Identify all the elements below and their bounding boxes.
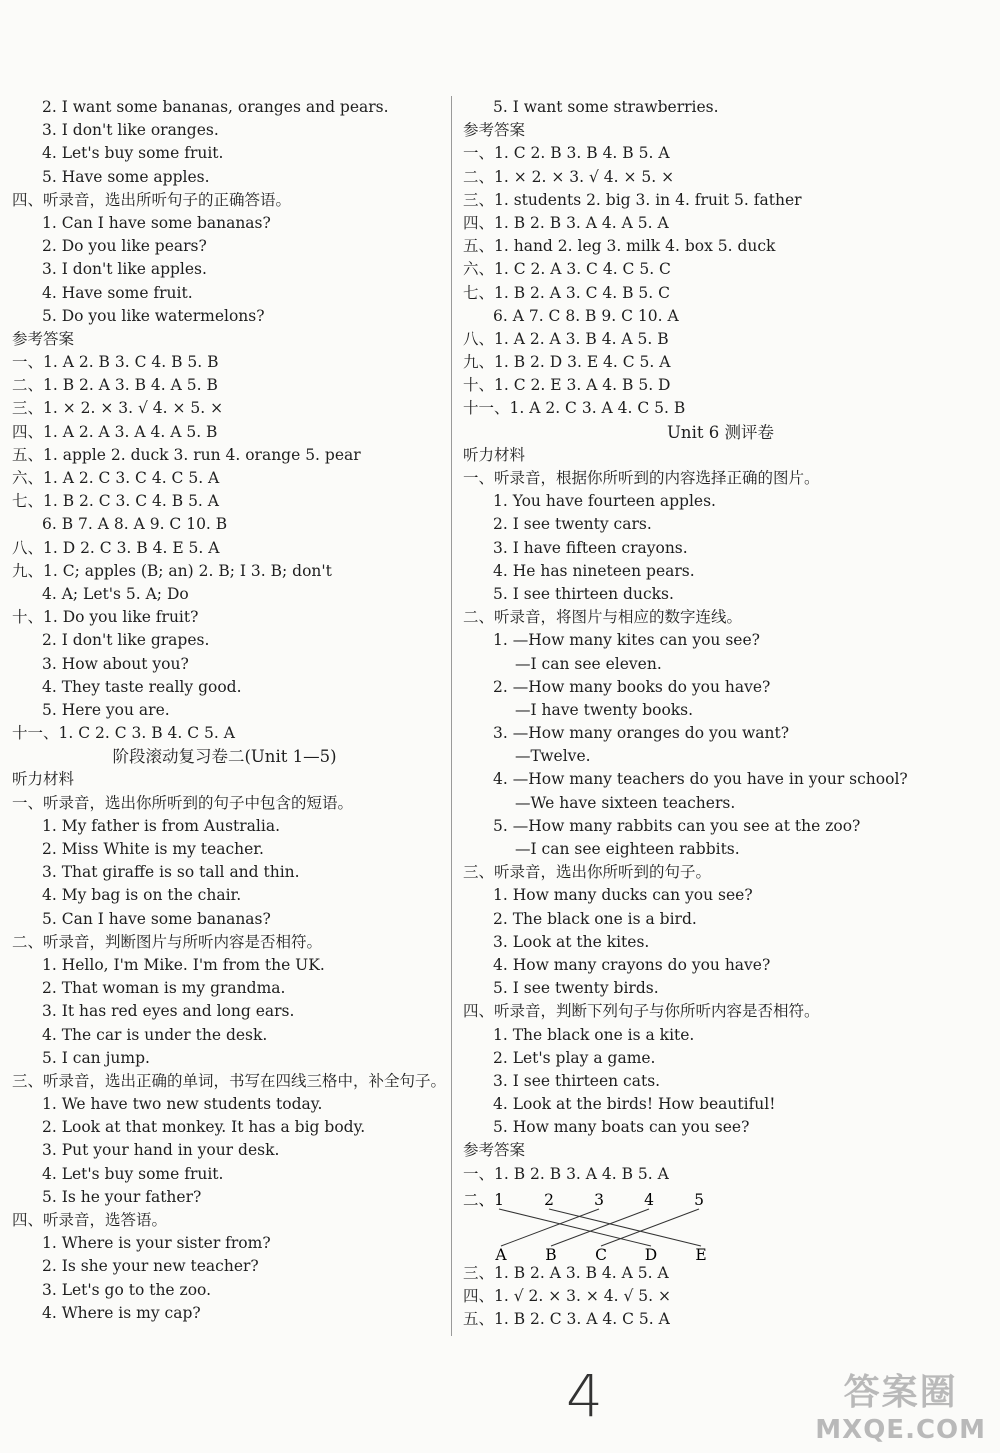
text-line: —Twelve. (515, 747, 591, 766)
text-line: 四、1. √ 2. × 3. × 4. √ 5. × (463, 1287, 672, 1305)
text-line: 3. I see thirteen cats. (493, 1071, 661, 1090)
text-line: 2. That woman is my grandma. (42, 979, 286, 998)
text-line: —We have sixteen teachers. (515, 793, 736, 812)
text-line: 5. I can jump. (42, 1048, 150, 1067)
text-line: 听力材料 (463, 445, 526, 464)
text-line: 三、听录音，选出正确的单词，书写在四线三格中，补全句子。 (12, 1071, 447, 1090)
text-line: 3. That giraffe is so tall and thin. (42, 863, 300, 882)
text-line: 十一、1. C 2. C 3. B 4. C 5. A (12, 724, 235, 743)
text-line: 3. How about you? (42, 654, 189, 673)
match-line (601, 1209, 699, 1246)
left-column (12, 96, 447, 1325)
text-line: 二、1. B 2. A 3. B 4. A 5. B (12, 376, 218, 395)
text-line: 5. —How many rabbits can you see at the zoo? (493, 816, 861, 835)
text-line: 2. Is she your new teacher? (42, 1257, 259, 1276)
text-line: 三、听录音，选出你所听到的句子。 (463, 863, 712, 882)
text-line: 一、1. C 2. B 3. B 4. B 5. A (463, 144, 670, 163)
text-line: 4. He has nineteen pears. (493, 561, 695, 580)
text-line: 5. Do you like watermelons? (42, 306, 265, 325)
text-line: 2. The black one is a bird. (493, 909, 697, 928)
text-line: 6. A 7. C 8. B 9. C 10. A (493, 306, 679, 325)
text-line: 5. Can I have some bananas? (42, 909, 271, 928)
text-line: 四、1. A 2. A 3. A 4. A 5. B (12, 422, 218, 441)
text-line: 4. —How many teachers do you have in your school? (493, 770, 908, 789)
text-line: 2. Look at that monkey. It has a big body. (42, 1118, 366, 1137)
text-line: 1. Where is your sister from? (42, 1234, 271, 1253)
text-line: 2. Let's play a game. (493, 1048, 656, 1067)
matching-diagram (463, 1186, 763, 1262)
match-number: 5 (694, 1190, 704, 1209)
match-number: 3 (594, 1190, 604, 1209)
text-line: —I have twenty books. (515, 700, 694, 719)
watermark-text: 答案圈 (843, 1372, 958, 1413)
text-line: 十一、1. A 2. C 3. A 4. C 5. B (463, 399, 686, 418)
match-letter: C (595, 1245, 607, 1262)
text-line: —I can see eleven. (515, 654, 662, 673)
text-line: 参考答案 (463, 121, 526, 140)
match-letter: D (644, 1245, 658, 1262)
match-number: 4 (644, 1190, 654, 1209)
text-line: 4. Where is my cap? (42, 1303, 201, 1322)
text-line: 4. The car is under the desk. (42, 1025, 268, 1044)
text-line: 4. Have some fruit. (42, 283, 193, 302)
matching-lines (463, 1186, 763, 1262)
text-line: 5. I see thirteen ducks. (493, 584, 674, 603)
text-line: 3. Look at the kites. (493, 932, 650, 951)
text-line: 3. I don't like apples. (42, 260, 207, 279)
text-line: 五、1. B 2. C 3. A 4. C 5. A (463, 1310, 670, 1329)
text-line: 5. Have some apples. (42, 167, 210, 186)
column-divider (451, 96, 452, 1336)
page-number: 4 (566, 1362, 603, 1430)
text-line: 一、听录音，选出你所听到的句子中包含的短语。 (12, 793, 354, 812)
text-line: 3. Put your hand in your desk. (42, 1141, 280, 1160)
text-line: 八、1. D 2. C 3. B 4. E 5. A (12, 538, 220, 557)
text-line: 4. Look at the birds! How beautiful! (493, 1095, 776, 1114)
text-line: 参考答案 (463, 1141, 526, 1160)
text-line: 5. I want some strawberries. (493, 98, 719, 116)
text-line: 九、1. B 2. D 3. E 4. C 5. A (463, 353, 671, 372)
match-letter: A (495, 1245, 507, 1262)
text-line: 二、1. × 2. × 3. √ 4. × 5. × (463, 167, 675, 186)
text-line: 4. Let's buy some fruit. (42, 1164, 224, 1183)
text-line: 二、听录音，将图片与相应的数字连线。 (463, 608, 743, 627)
text-line: 6. B 7. A 8. A 9. C 10. B (42, 515, 228, 534)
section-title: Unit 6 测评卷 (667, 422, 774, 442)
matching-prefix: 二、 (463, 1190, 495, 1209)
text-line: 七、1. B 2. A 3. C 4. B 5. C (463, 283, 670, 302)
text-line: 八、1. A 2. A 3. B 4. A 5. B (463, 329, 669, 348)
text-line: 5. I see twenty birds. (493, 979, 659, 998)
text-line: 五、1. apple 2. duck 3. run 4. orange 5. pear (12, 445, 361, 464)
text-line: 4. Let's buy some fruit. (42, 144, 224, 163)
text-line: 四、1. B 2. B 3. A 4. A 5. A (463, 213, 669, 232)
section-title: 阶段滚动复习卷二(Unit 1—5) (112, 747, 337, 767)
match-number: 2 (544, 1190, 554, 1209)
match-number: 1 (494, 1190, 504, 1209)
text-line: 三、1. × 2. × 3. √ 4. × 5. × (12, 399, 224, 418)
text-line: 2. I see twenty cars. (493, 515, 652, 534)
text-line: 五、1. hand 2. leg 3. milk 4. box 5. duck (463, 237, 776, 256)
text-line: 1. You have fourteen apples. (493, 492, 716, 511)
watermark-logo (815, 1364, 986, 1445)
text-line: 四、听录音，选答语。 (12, 1211, 168, 1229)
watermark-url: MXQE.COM (815, 1415, 986, 1445)
match-letter: B (545, 1245, 557, 1262)
text-line: 3. —How many oranges do you want? (493, 724, 790, 743)
text-line: 2. Do you like pears? (42, 237, 207, 256)
text-line: 六、1. A 2. C 3. C 4. C 5. A (12, 469, 220, 487)
text-line: 3. It has red eyes and long ears. (42, 1002, 295, 1021)
text-line: 2. I don't like grapes. (42, 631, 210, 650)
text-line: 二、听录音，判断图片与所听内容是否相符。 (12, 932, 323, 951)
text-line: 参考答案 (12, 329, 75, 348)
text-line: 1. How many ducks can you see? (493, 886, 753, 905)
right-column-top (463, 96, 978, 1186)
match-line (501, 1209, 599, 1246)
text-line: 5. Is he your father? (42, 1187, 202, 1206)
text-line: 3. I don't like oranges. (42, 121, 219, 140)
text-line: 2. I want some bananas, oranges and pears. (42, 98, 389, 116)
right-column-bottom (463, 1262, 978, 1332)
text-line: 4. My bag is on the chair. (42, 886, 242, 905)
text-line: 1. We have two new students today. (42, 1095, 323, 1114)
text-line: 一、1. B 2. B 3. A 4. B 5. A (463, 1164, 669, 1183)
text-line: 1. Hello, I'm Mike. I'm from the UK. (42, 955, 325, 974)
match-line (499, 1209, 651, 1246)
text-line: 2. —How many books do you have? (493, 677, 771, 696)
text-line: 十、1. C 2. E 3. A 4. B 5. D (463, 376, 671, 395)
text-line: 3. I have fifteen crayons. (493, 538, 688, 557)
text-line: 三、1. students 2. big 3. in 4. fruit 5. father (463, 190, 802, 209)
text-line: 1. —How many kites can you see? (493, 631, 760, 650)
text-line: 5. How many boats can you see? (493, 1118, 750, 1137)
match-line (549, 1209, 701, 1246)
text-line: 四、听录音，判断下列句子与你所听内容是否相符。 (463, 1002, 820, 1021)
text-line: 4. How many crayons do you have? (493, 955, 771, 974)
match-letter: E (695, 1245, 707, 1262)
text-line: 3. Let's go to the zoo. (42, 1280, 212, 1299)
text-line: 1. My father is from Australia. (42, 816, 281, 835)
text-line: —I can see eighteen rabbits. (515, 840, 740, 858)
text-line: 2. Miss White is my teacher. (42, 840, 264, 858)
right-column (463, 96, 978, 1331)
text-line: 一、听录音，根据你所听到的内容选择正确的图片。 (463, 469, 820, 487)
text-line: 4. A; Let's 5. A; Do (42, 584, 189, 603)
text-line: 听力材料 (12, 770, 75, 789)
text-line: 七、1. B 2. C 3. C 4. B 5. A (12, 492, 219, 511)
text-line: 1. The black one is a kite. (493, 1025, 695, 1044)
text-line: 三、1. B 2. A 3. B 4. A 5. A (463, 1263, 669, 1282)
text-line: 一、1. A 2. B 3. C 4. B 5. B (12, 353, 219, 372)
match-line (551, 1209, 649, 1246)
text-line: 4. They taste really good. (42, 677, 242, 696)
text-line: 5. Here you are. (42, 700, 170, 719)
text-line: 六、1. C 2. A 3. C 4. C 5. C (463, 260, 671, 279)
text-line: 1. Can I have some bananas? (42, 213, 271, 232)
text-line: 九、1. C; apples (B; an) 2. B; I 3. B; don't (12, 561, 332, 580)
text-line: 十、1. Do you like fruit? (12, 608, 199, 627)
text-line: 四、听录音，选出所听句子的正确答语。 (12, 190, 292, 209)
